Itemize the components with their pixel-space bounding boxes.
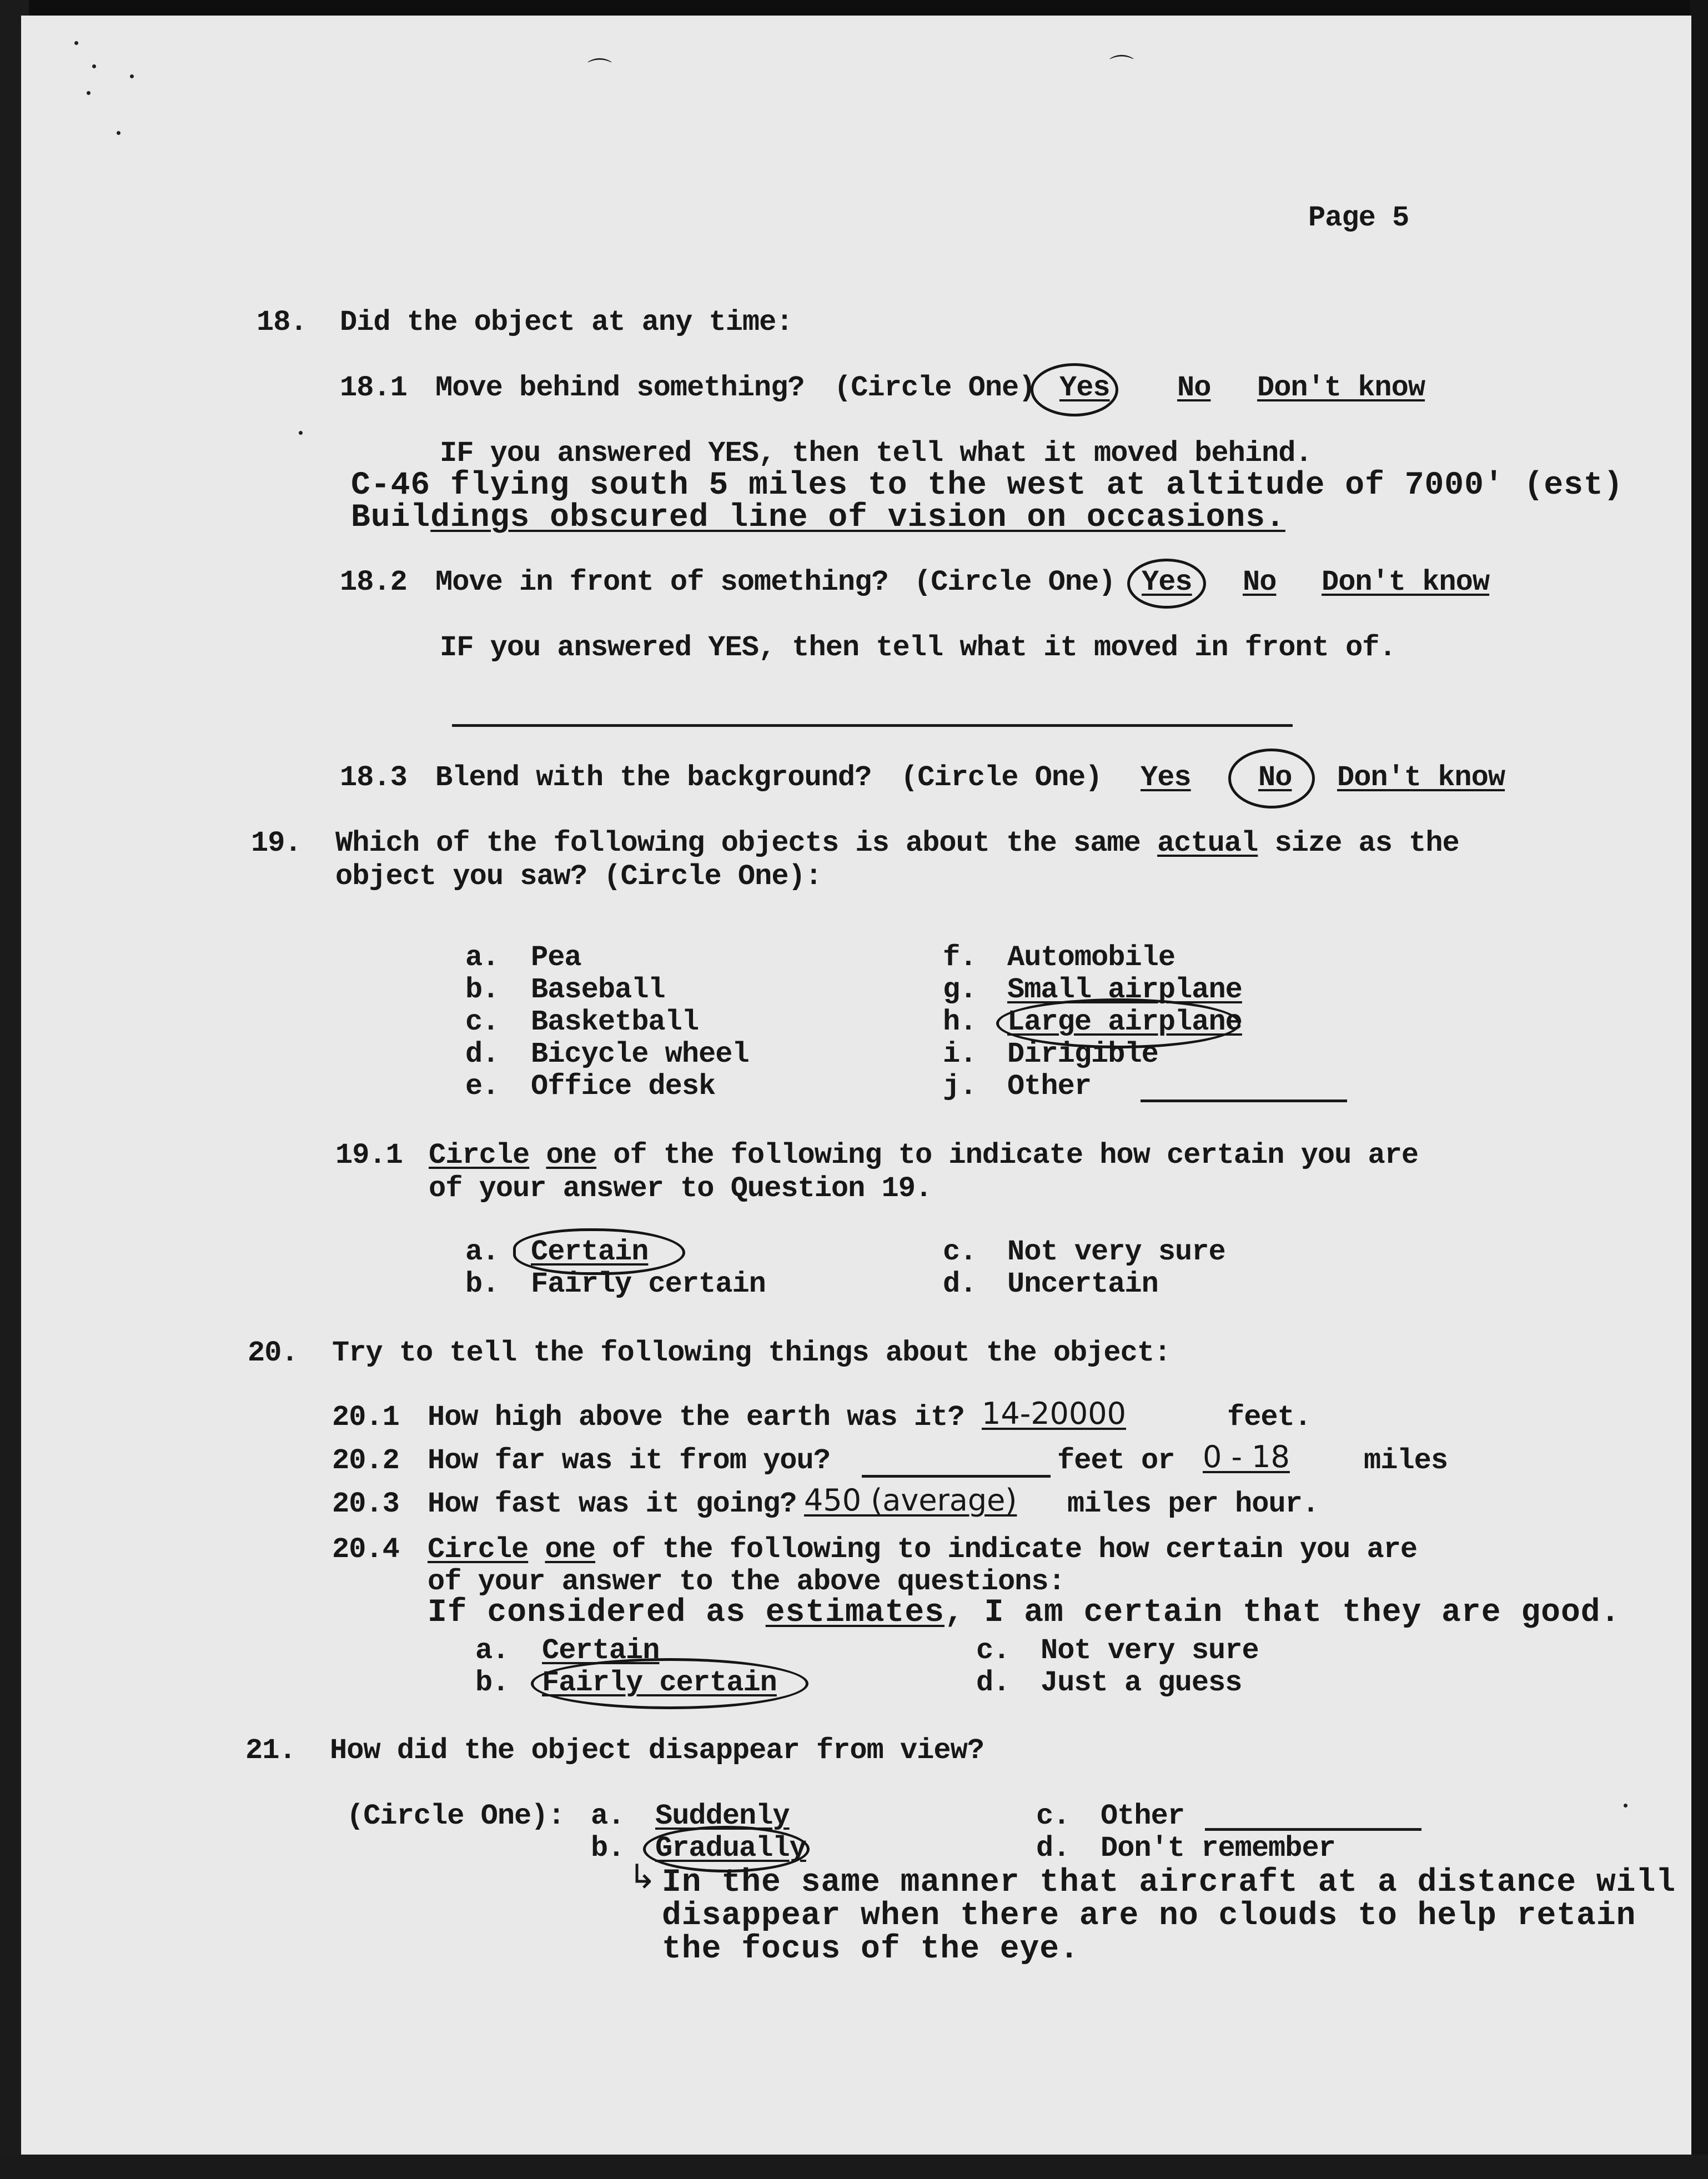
speck [117, 131, 120, 135]
handwritten-arrow: ↳ [629, 1857, 657, 1896]
q19-number: 19. [251, 827, 302, 860]
q20-2-number: 20.2 [332, 1444, 399, 1477]
q19-option-c[interactable]: Basketball [531, 1006, 699, 1038]
q21-circle-one: (Circle One): [346, 1800, 565, 1832]
q20-4-option-a[interactable]: Certain [542, 1634, 660, 1667]
q18-2-number: 18.2 [340, 566, 407, 599]
q20-2-answer[interactable]: 0 - 18 [1203, 1439, 1290, 1474]
q20-4-option-c-letter: c. [976, 1634, 1010, 1667]
q19-option-h[interactable]: Large airplane [1007, 1006, 1242, 1038]
one-word: one [546, 1139, 597, 1172]
q19-option-f[interactable]: Automobile [1007, 941, 1175, 974]
q20-4-option-b[interactable]: Fairly certain [542, 1666, 777, 1699]
q18-3-no-option[interactable]: No [1258, 761, 1292, 794]
speck [87, 91, 91, 95]
q19-1-option-d-letter: d. [943, 1268, 977, 1301]
q20-4-line-1 [428, 1534, 1417, 1566]
q18-2-yes-option[interactable]: Yes [1142, 566, 1192, 599]
q19-1-text: of the following to indicate how certain you are [596, 1139, 1419, 1172]
q19-option-i-letter: i. [943, 1038, 977, 1071]
q19-line-1 [335, 827, 1459, 860]
q18-1-no-option[interactable]: No [1177, 371, 1211, 404]
q21-option-b-letter: b. [591, 1832, 625, 1865]
q20-4-line-2: of your answer to the above questions: [428, 1565, 1065, 1598]
q21-option-a[interactable]: Suddenly [655, 1800, 790, 1832]
q21-number: 21. [245, 1734, 296, 1767]
q21-option-c-letter: c. [1036, 1800, 1070, 1832]
arc-mark: ⌒ [1109, 53, 1134, 82]
q20-4-option-b-letter: b. [475, 1666, 509, 1699]
q19-line-2: object you saw? (Circle One): [335, 860, 822, 893]
arc-mark: ⌒ [587, 57, 612, 85]
scan-right-edge [1690, 0, 1708, 2179]
q18-3-yes-option[interactable]: Yes [1141, 761, 1191, 794]
q18-1-text: Move behind something? [435, 371, 805, 404]
q18-2-followup: IF you answered YES, then tell what it moved in front of. [440, 631, 1396, 664]
speck [74, 41, 78, 45]
q19-option-b[interactable]: Baseball [531, 973, 665, 1006]
q19-option-h-letter: h. [943, 1006, 977, 1038]
q21-note-line-3: the focus of the eye. [662, 1931, 1079, 1967]
q20-4-option-d-letter: d. [976, 1666, 1010, 1699]
q18-text: Did the object at any time: [340, 306, 793, 339]
speck [92, 64, 96, 68]
q20-3-number: 20.3 [332, 1488, 399, 1520]
q20-1-unit: feet. [1227, 1401, 1312, 1434]
comment-text: If considered as [428, 1595, 766, 1631]
q20-3-unit: miles per hour. [1067, 1488, 1319, 1520]
q19-1-option-d[interactable]: Uncertain [1007, 1268, 1158, 1301]
q20-3-text: How fast was it going? [428, 1488, 797, 1520]
q19-option-j-letter: j. [943, 1070, 977, 1103]
q19-text: size as the [1258, 827, 1459, 860]
comment-text: , I am certain that they are good. [944, 1595, 1621, 1631]
circle-word: Circle [428, 1533, 529, 1566]
answer-fragment: Buil [351, 500, 431, 536]
q18-3-number: 18.3 [340, 761, 407, 794]
q18-3-circle-one: (Circle One) [901, 761, 1102, 794]
q19-option-e-letter: e. [465, 1070, 499, 1103]
q18-2-no-option[interactable]: No [1243, 566, 1277, 599]
q19-other-blank[interactable] [1141, 1099, 1347, 1102]
q21-option-c[interactable]: Other [1101, 1800, 1185, 1832]
one-word: one [545, 1533, 596, 1566]
q20-2-feet-or: feet or [1057, 1444, 1175, 1477]
q20-3-answer[interactable]: 450 (average) [804, 1483, 1017, 1518]
q18-number: 18. [257, 306, 307, 339]
q19-option-a[interactable]: Pea [531, 941, 581, 974]
q18-2-text: Move in front of something? [435, 566, 888, 599]
q19-option-g-letter: g. [943, 973, 977, 1006]
q19-1-line-2: of your answer to Question 19. [429, 1172, 932, 1205]
q18-1-yes-option[interactable]: Yes [1059, 371, 1110, 404]
q19-option-i[interactable]: Dirigible [1007, 1038, 1158, 1071]
q20-4-number: 20.4 [332, 1533, 399, 1566]
q19-option-e[interactable]: Office desk [531, 1070, 716, 1103]
q20-4-text: of the following to indicate how certain you are [595, 1533, 1418, 1566]
q20-4-option-a-letter: a. [475, 1634, 509, 1667]
q18-2-dont-know-option[interactable]: Don't know [1322, 566, 1490, 599]
q20-text: Try to tell the following things about the object: [332, 1337, 1171, 1369]
q20-4-typed-comment [428, 1596, 1620, 1630]
q21-option-b[interactable]: Gradually [655, 1832, 806, 1865]
q19-1-option-b-letter: b. [465, 1268, 499, 1301]
answer-circle [531, 1658, 808, 1709]
q20-1-answer[interactable]: 14-20000 [982, 1396, 1126, 1431]
q18-1-answer-line-2 [351, 501, 1285, 535]
q19-option-a-letter: a. [465, 941, 499, 974]
q19-1-number: 19.1 [335, 1139, 403, 1172]
q19-1-line-1 [429, 1139, 1418, 1172]
scan-bottom-edge [0, 2155, 1708, 2179]
answer-circle [1127, 559, 1206, 609]
q19-option-d-letter: d. [465, 1038, 499, 1071]
q19-option-f-letter: f. [943, 941, 977, 974]
q18-1-number: 18.1 [340, 371, 407, 404]
answer-fragment-underlined: dings obscured line of vision on occasions. [430, 500, 1285, 536]
q19-option-d[interactable]: Bicycle wheel [531, 1038, 749, 1071]
q21-text: How did the object disappear from view? [330, 1734, 984, 1767]
q18-1-circle-one: (Circle One) [834, 371, 1036, 404]
q19-text: Which of the following objects is about the same [335, 827, 1158, 860]
q20-number: 20. [248, 1337, 298, 1369]
q21-option-a-letter: a. [591, 1800, 625, 1832]
q19-1-option-b[interactable]: Fairly certain [531, 1268, 766, 1301]
q19-1-option-a[interactable]: Certain [531, 1236, 649, 1268]
q20-2-text: How far was it from you? [428, 1444, 830, 1477]
q18-1-dont-know-option[interactable]: Don't know [1257, 371, 1425, 404]
q21-option-d-letter: d. [1036, 1832, 1070, 1865]
q20-1-number: 20.1 [332, 1401, 399, 1434]
page-number: Page 5 [1308, 202, 1409, 234]
q19-option-g[interactable]: Small airplane [1007, 973, 1242, 1006]
q19-option-b-letter: b. [465, 973, 499, 1006]
speck [130, 74, 134, 78]
q19-1-option-c[interactable]: Not very sure [1007, 1236, 1225, 1268]
q20-2-feet-blank[interactable] [862, 1475, 1051, 1478]
q18-2-answer-line [452, 724, 1293, 727]
q18-1-followup: IF you answered YES, then tell what it moved behind. [440, 437, 1312, 470]
speck [1624, 1804, 1627, 1808]
q21-option-d[interactable]: Don't remember [1101, 1832, 1335, 1865]
answer-circle [1031, 363, 1118, 416]
q21-note-line-2: disappear when there are no clouds to help retain [662, 1898, 1636, 1934]
q20-4-option-d[interactable]: Just a guess [1041, 1666, 1242, 1699]
document-page [21, 16, 1691, 2155]
q19-1-option-c-letter: c. [943, 1236, 977, 1268]
q21-note-line-1: In the same manner that aircraft at a distance will [662, 1865, 1676, 1901]
speck [299, 431, 303, 435]
q18-3-text: Blend with the background? [435, 761, 872, 794]
q18-1-answer-line-1: C-46 flying south 5 miles to the west at altitude of 7000' (est) [351, 468, 1624, 504]
q19-emphasis: actual [1157, 827, 1258, 860]
q19-option-j[interactable]: Other [1007, 1070, 1092, 1103]
q20-1-text: How high above the earth was it? [428, 1401, 964, 1434]
q18-2-circle-one: (Circle One) [914, 566, 1116, 599]
q20-2-unit: miles [1364, 1444, 1448, 1477]
q19-1-option-a-letter: a. [465, 1236, 499, 1268]
q18-3-dont-know-option[interactable]: Don't know [1337, 761, 1505, 794]
circle-word: Circle [429, 1139, 530, 1172]
answer-circle [1228, 749, 1315, 809]
q21-other-blank[interactable] [1205, 1828, 1421, 1831]
q20-4-option-c[interactable]: Not very sure [1041, 1634, 1259, 1667]
comment-emphasis: estimates [765, 1595, 945, 1631]
q19-option-c-letter: c. [465, 1006, 499, 1038]
